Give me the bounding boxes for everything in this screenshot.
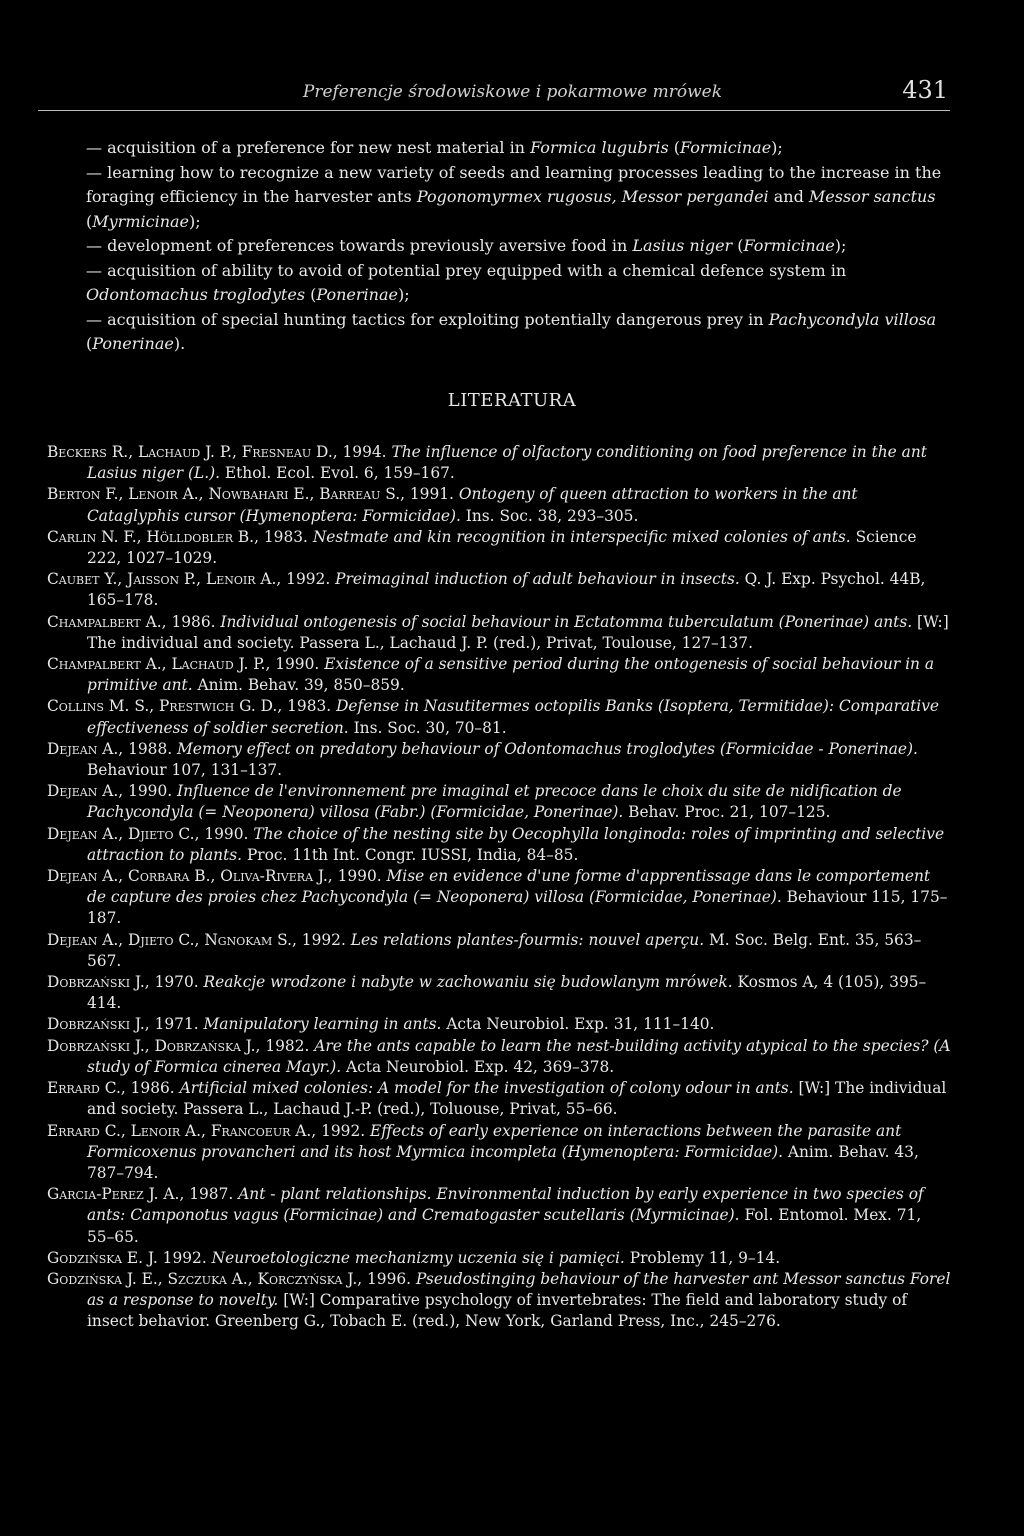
reference-item [47, 866, 953, 930]
reference-title: Ant - plant relationships. Environmental induction by early experience in two species of ants: Camponotus vagus (Formicinae) and Crematogaster scutellaris (Myrmicinae). [87, 1185, 924, 1225]
bullet-item [86, 161, 952, 235]
bullet-text-segment: Ponerinae [316, 285, 398, 304]
reference-authors: Collins M. S., Prestwich G. D. [47, 697, 278, 716]
reference-rest: Q. J. Exp. Psychol. 44B, 165–178. [87, 570, 926, 610]
reference-year: , 1987. [179, 1185, 239, 1204]
bullet-item [86, 136, 952, 161]
bullet-text-segment: Formicinae [679, 138, 772, 157]
reference-item [47, 654, 953, 696]
reference-year: , 1992. [311, 1121, 371, 1140]
bullet-text-segment: — acquisition of special hunting tactics for exploiting potentially dangerous prey in [86, 309, 769, 329]
reference-year: , 1986. [161, 612, 221, 631]
reference-item [47, 442, 953, 484]
reference-title: Existence of a sensitive period during the ontogenesis of social behaviour in a primitive ant. [87, 655, 935, 695]
reference-item [47, 824, 953, 866]
reference-authors: Dobrzański J. [47, 973, 145, 992]
reference-item [47, 527, 953, 569]
reference-year: , 1996. [357, 1269, 416, 1288]
bullet-text-segment: ( [732, 236, 744, 255]
reference-rest: [W:] Comparative psychology of invertebrates: The field and laboratory study of insect behavior. Greenberg G., Tobach E. (red.), New York, Garland Press, Inc., 245–276. [87, 1291, 908, 1331]
section-heading: LITERATURA [447, 390, 577, 411]
reference-item [47, 569, 953, 611]
reference-item [47, 1184, 953, 1248]
reference-rest: Ins. Soc. 38, 293–305. [460, 506, 639, 525]
reference-authors: Caubet Y., Jaisson P., Lenoir A. [47, 570, 277, 589]
bullet-item [86, 259, 952, 308]
reference-item [47, 972, 953, 1014]
reference-authors: Errard C. [47, 1079, 121, 1098]
reference-year: , 1970. [144, 973, 204, 992]
reference-year: , 1986. [120, 1079, 180, 1098]
bullet-text-segment: ); [189, 211, 201, 231]
reference-item [47, 612, 953, 654]
bullet-text-segment: and [768, 187, 809, 206]
reference-authors: Dejean A., Djieto C., Ngnokam S. [47, 930, 292, 949]
reference-year: , 1991. [400, 485, 459, 504]
reference-year: 1992. [157, 1248, 212, 1267]
reference-rest: Fol. Entomol. Mex. 71, 55–65. [87, 1206, 922, 1246]
reference-item [47, 1121, 953, 1185]
reference-year: , 1990. [265, 655, 325, 674]
running-header [38, 70, 950, 111]
reference-authors: Godzińska E. J. [47, 1248, 158, 1267]
reference-rest: Ins. Soc. 30, 70–81. [348, 718, 507, 737]
bullet-text-segment: Formicinae [743, 236, 835, 255]
reference-rest: Ethol. Ecol. Evol. 6, 159–167. [219, 464, 455, 483]
reference-authors: Dejean A. [47, 739, 119, 758]
reference-year: , 1992. [276, 570, 336, 589]
reference-rest: Acta Neurobiol. Exp. 31, 111–140. [441, 1015, 715, 1034]
reference-rest: [W:] The individual and society. Passera L., Lachaud J.-P. (red.), Toluouse, Privat, 55–66. [87, 1079, 947, 1119]
reference-item [47, 696, 953, 738]
reference-item [47, 484, 953, 526]
reference-authors: Godzińska J. E., Szczuka A., Korczyńska J. [47, 1269, 358, 1288]
reference-title: Manipulatory learning in ants. [203, 1015, 442, 1034]
bullet-text-segment: ). [173, 334, 186, 353]
reference-authors: Carlin N. F., Hölldobler B. [47, 527, 255, 546]
reference-rest: M. Soc. Belg. Ent. 35, 563–567. [87, 930, 922, 970]
reference-title: Reakcje wrodzone i nabyte w zachowaniu się budowlanym mrówek. [203, 973, 733, 992]
reference-authors: Champalbert A. [47, 612, 162, 631]
bullet-text-segment: Myrmicinae [92, 211, 189, 231]
reference-rest: Proc. 11th Int. Congr. IUSSI, India, 84–85. [242, 845, 579, 864]
reference-year: , 1990. [194, 824, 254, 843]
reference-title: Ontogeny of queen attraction to workers in the ant Cataglyphis cursor (Hymenoptera: Formicidae). [87, 485, 858, 525]
reference-title: Artificial mixed colonies: A model for the investigation of colony odour in ants. [179, 1079, 794, 1098]
reference-rest: Behaviour 107, 131–137. [87, 761, 283, 780]
reference-authors: Errard C., Lenoir A., Francoeur A. [47, 1121, 312, 1140]
reference-authors: Dejean A., Corbara B., Oliva-Rivera J. [47, 867, 328, 886]
bullet-item [86, 234, 952, 259]
reference-rest: Anim. Behav. 39, 850–859. [192, 676, 405, 695]
reference-title: Effects of early experience on interactions between the parasite ant Formicoxenus provancheri and its host Myrmica incompleta (Hymenoptera: Formicidae). [87, 1121, 902, 1161]
bullet-text-segment: — learning how to recognize a new variety of seeds and learning processes leading to the increase in the foraging efficiency in the harvester ants [86, 162, 942, 206]
bullet-text-segment: — acquisition of ability to avoid of potential prey equipped with a chemical defence system in [86, 260, 847, 280]
bullet-text-segment: Formica lugubris [530, 138, 669, 157]
reference-item [47, 930, 953, 972]
reference-rest: Anim. Behav. 43, 787–794. [87, 1142, 919, 1182]
reference-year: , 1988. [118, 739, 178, 758]
reference-title: Neuroetologiczne mechanizmy uczenia się i pamięci. [211, 1248, 625, 1267]
reference-item [47, 1269, 953, 1333]
reference-authors: Beckers R., Lachaud J. P., Fresneau D. [47, 443, 333, 461]
bullet-text-segment: ( [86, 334, 93, 353]
bullet-text-segment: — development of preferences towards previously aversive food in [86, 236, 633, 255]
reference-title: Pseudostinging behaviour of the harvester ant Messor sanctus Forel as a response to novelty. [87, 1269, 951, 1310]
bullet-text-segment: Lasius niger [632, 236, 733, 255]
bullet-text-segment: ( [305, 285, 317, 304]
reference-authors: Dobrzański J., Dobrzańska J. [47, 1036, 256, 1055]
bullet-text-segment: — acquisition of a preference for new nest material in [86, 138, 531, 157]
bullet-text-segment: Pogonomyrmex rugosus, Messor pergandei [416, 187, 769, 206]
bullet-text-segment: Odontomachus troglodytes [86, 285, 306, 304]
bullet-text-segment: ( [86, 211, 93, 231]
bullet-text-segment: Messor sanctus [808, 187, 936, 206]
reference-title: Are the ants capable to learn the nest-building activity atypical to the species? (A study of Formica cinerea Mayr.). [87, 1036, 951, 1076]
reference-year: , 1990. [327, 867, 387, 886]
reference-year: , 1982. [255, 1036, 315, 1055]
reference-year: , 1983. [254, 527, 313, 546]
reference-item [47, 1036, 953, 1078]
reference-title: The influence of olfactory conditioning on food preference in the ant Lasius niger (L.). [87, 443, 927, 483]
reference-year: , 1992. [292, 930, 351, 949]
reference-title: Mise en evidence d'une forme d'apprentissage dans le comportement de capture des proies chez Pachycondyla (= Neoponera) villosa (Formicidae, Ponerinae). [87, 867, 931, 907]
reference-item [47, 781, 953, 823]
reference-authors: Dejean A. [47, 782, 119, 801]
reference-title: Memory effect on predatory behaviour of Odontomachus troglodytes (Formicidae - Ponerinae). [177, 739, 918, 758]
bullet-text-segment: ); [771, 138, 783, 157]
reference-rest: Behaviour 115, 175–187. [87, 888, 948, 928]
reference-year: , 1971. [144, 1015, 204, 1034]
reference-item [47, 1014, 953, 1035]
reference-rest: Science 222, 1027–1029. [87, 527, 917, 568]
reference-rest: Acta Neurobiol. Exp. 42, 369–378. [341, 1057, 615, 1076]
reference-title: Nestmate and kin recognition in interspecific mixed colonies of ants. [312, 527, 851, 546]
running-title: Preferencje środowiskowe i pokarmowe mrówek [302, 82, 722, 102]
reference-authors: Garcia-Perez J. A. [47, 1185, 180, 1204]
reference-year: , 1994. [332, 443, 392, 461]
bullet-text-segment: Ponerinae [92, 334, 174, 353]
reference-item [47, 739, 953, 781]
bullet-text-segment: ); [834, 236, 847, 255]
page-number: 431 [902, 76, 948, 104]
reference-title: The choice of the nesting site by Oecophylla longinoda: roles of imprinting and selective attraction to plants. [87, 824, 945, 864]
reference-title: Individual ontogenesis of social behaviour in Ectatomma tuberculatum (Ponerinae) ants. [220, 612, 913, 631]
reference-year: , 1983. [277, 697, 337, 716]
bullet-text-segment: ); [397, 285, 410, 304]
reference-title: Influence de l'environnement pre imaginal et precoce dans le choix du site de nidification de Pachycondyla (= Neoponera) villosa (Fabr.) (Formicidae, Ponerinae). [87, 782, 902, 822]
reference-title: Defense in Nasutitermes octopilis Banks (Isoptera, Termitidae): Comparative effectiveness of soldier secretion. [87, 697, 940, 737]
reference-authors: Champalbert A., Lachaud J. P. [47, 655, 266, 674]
reference-title: Les relations plantes-fourmis: nouvel aperçu. [350, 930, 705, 949]
reference-rest: Problemy 11, 9–14. [624, 1248, 781, 1267]
reference-authors: Dejean A., Djieto C. [47, 824, 195, 843]
bullet-text-segment: ( [668, 138, 680, 157]
reference-item [47, 1078, 953, 1120]
bullet-list [86, 136, 952, 357]
reference-title: Preimaginal induction of adult behaviour in insects. [335, 570, 740, 589]
reference-authors: Dobrzański J. [47, 1015, 145, 1034]
reference-list [47, 442, 953, 1333]
reference-rest: [W:] The individual and society. Passera L., Lachaud J. P. (red.), Privat, Toulouse, 127–137. [87, 612, 949, 652]
reference-rest: Kosmos A, 4 (105), 395–414. [87, 973, 927, 1013]
reference-year: , 1990. [118, 782, 178, 801]
bullet-text-segment: Pachycondyla villosa [768, 309, 937, 329]
reference-rest: Behav. Proc. 21, 107–125. [623, 803, 831, 822]
reference-item [47, 1248, 953, 1269]
reference-authors: Berton F., Lenoir A., Nowbahari E., Barreau S. [47, 485, 401, 504]
bullet-item [86, 308, 952, 357]
